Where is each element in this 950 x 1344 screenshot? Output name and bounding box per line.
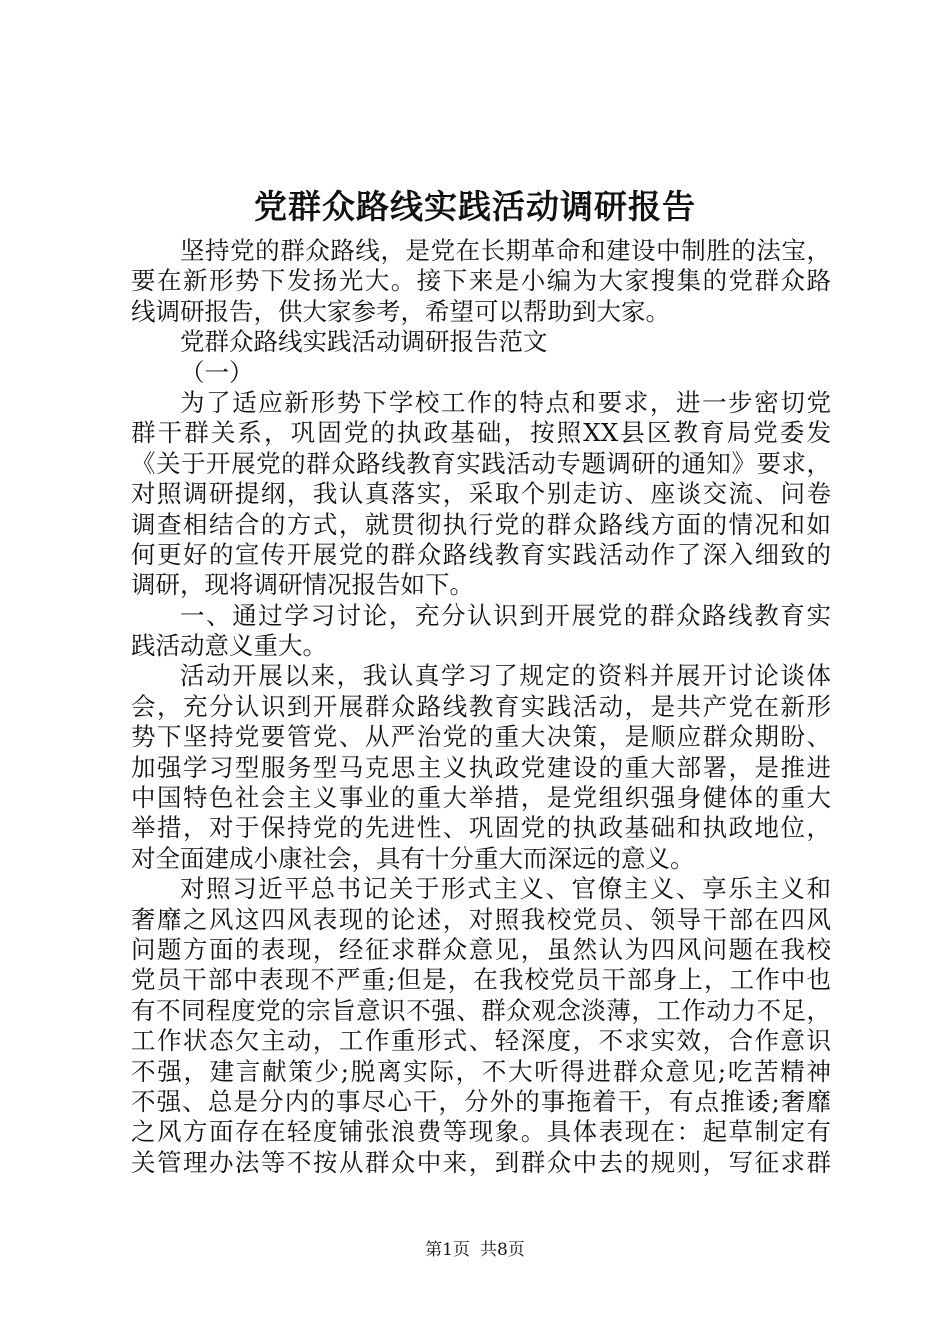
text-line: 活动开展以来，我认真学习了规定的资料并展开讨论谈体 — [180, 661, 831, 691]
text-line: 践活动意义重大。 — [131, 631, 327, 661]
text-line: 之风方面存在轻度铺张浪费等现象。具体表现在：起草制定有 — [131, 1117, 831, 1147]
text-line: 加强学习型服务型马克思主义执政党建设的重大部署，是推进 — [131, 752, 831, 782]
page-total: 共8页 — [480, 1240, 525, 1260]
document-body — [131, 236, 831, 1178]
text-line: 问题方面的表现，经征求群众意见，虽然认为四风问题在我校 — [131, 934, 831, 964]
text-line: 《关于开展党的群众路线教育实践活动专题调研的通知》要求， — [131, 448, 831, 478]
text-line: 不强、总是分内的事尽心干，分外的事拖着干，有点推诿;奢靡 — [131, 1086, 831, 1116]
text-line: 对全面建成小康社会，具有十分重大而深远的意义。 — [131, 843, 695, 873]
text-line: 会，充分认识到开展群众路线教育实践活动，是共产党在新形 — [131, 691, 831, 721]
text-line: 关管理办法等不按从群众中来，到群众中去的规则，写征求群 — [131, 1147, 831, 1177]
subheading-line: 党群众路线实践活动调研报告范文 — [180, 327, 548, 357]
text-line: 对照习近平总书记关于形式主义、官僚主义、享乐主义和 — [180, 874, 831, 904]
text-line: 对照调研提纲，我认真落实，采取个别走访、座谈交流、问卷 — [131, 479, 831, 509]
text-line: 工作状态欠主动，工作重形式、轻深度，不求实效，合作意识 — [131, 1026, 831, 1056]
text-line: 不强，建言献策少;脱离实际，不大听得进群众意见;吃苦精神 — [131, 1056, 831, 1086]
text-line: 坚持党的群众路线，是党在长期革命和建设中制胜的法宝， — [180, 236, 831, 265]
text-line: 一、通过学习讨论，充分认识到开展党的群众路线教育实 — [180, 600, 831, 630]
text-line: 有不同程度党的宗旨意识不强、群众观念淡薄，工作动力不足， — [131, 995, 831, 1025]
page-footer — [0, 1238, 950, 1262]
text-line: 势下坚持党要管党、从严治党的重大决策，是顺应群众期盼、 — [131, 722, 831, 752]
text-line: 调研，现将调研情况报告如下。 — [131, 570, 474, 600]
text-line: 何更好的宣传开展党的群众路线教育实践活动作了深入细致的 — [131, 539, 831, 569]
text-line: 举措，对于保持党的先进性、巩固党的执政基础和执政地位， — [131, 813, 831, 843]
text-line: 中国特色社会主义事业的重大举措，是党组织强身健体的重大 — [131, 783, 831, 813]
text-line: 奢靡之风这四风表现的论述，对照我校党员、领导干部在四风 — [131, 904, 831, 934]
text-line: 群干群关系，巩固党的执政基础，按照XX县区教育局党委发 — [131, 418, 831, 448]
text-line: 线调研报告，供大家参考，希望可以帮助到大家。 — [131, 296, 670, 326]
text-line: 要在新形势下发扬光大。接下来是小编为大家搜集的党群众路 — [131, 266, 831, 296]
text-line: 调查相结合的方式，就贯彻执行党的群众路线方面的情况和如 — [131, 509, 831, 539]
text-line: 党员干部中表现不严重;但是，在我校党员干部身上，工作中也 — [131, 965, 831, 995]
document-title: 党群众路线实践活动调研报告 — [254, 187, 696, 226]
page-number: 第1页 — [425, 1240, 470, 1260]
section-number: （一） — [180, 357, 254, 387]
text-line: 为了适应新形势下学校工作的特点和要求，进一步密切党 — [180, 387, 831, 417]
